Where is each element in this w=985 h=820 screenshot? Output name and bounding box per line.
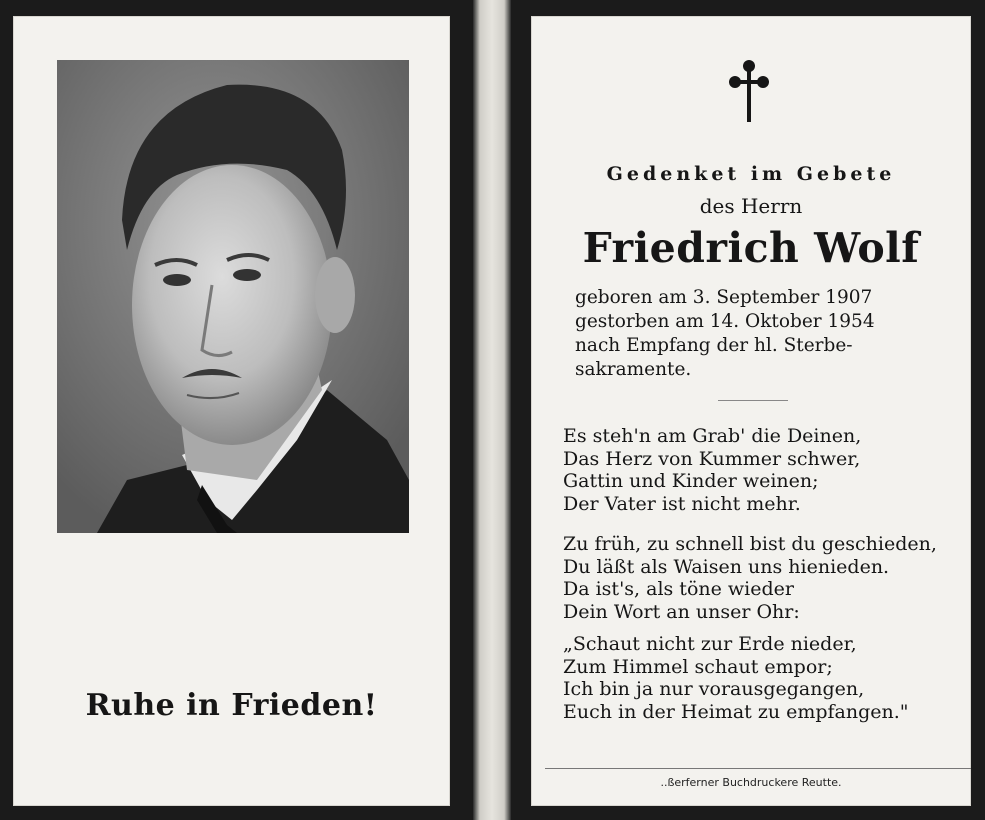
poem-line: Zum Himmel schaut empor; — [563, 655, 833, 678]
poem-line: Das Herz von Kummer schwer, — [563, 447, 861, 470]
right-card-panel — [531, 16, 971, 806]
poem-stanza-1 — [563, 425, 861, 515]
sacraments-line: nach Empfang der hl. Sterbe- — [575, 335, 853, 356]
left-card-panel — [13, 16, 450, 806]
death-date-line: gestorben am 14. Oktober 1954 — [575, 311, 875, 332]
rest-in-peace-motto: Ruhe in Frieden! — [85, 688, 378, 723]
poem-line: Dein Wort an unser Ohr: — [563, 600, 800, 623]
poem-line: Es steh'n am Grab' die Deinen, — [563, 425, 862, 447]
footer-rule — [545, 768, 971, 769]
poem-stanza-3 — [563, 633, 909, 723]
poem-line: Der Vater ist nicht mehr. — [563, 492, 801, 515]
printer-imprint: ..ßerferner Buchdruckere Reutte. — [660, 776, 842, 789]
poem-line: Da ist's, als töne wieder — [563, 578, 794, 600]
trefoil-cross-icon — [727, 58, 771, 124]
life-dates — [575, 286, 925, 382]
poem-stanza-2 — [563, 533, 937, 623]
poem-line: Euch in der Heimat zu empfangen." — [563, 700, 909, 723]
memorial-subheading: des Herrn — [699, 194, 803, 218]
poem-line: „Schaut nicht zur Erde nieder, — [563, 633, 857, 655]
poem-line: Gattin und Kinder weinen; — [563, 470, 819, 492]
birth-date-line: geboren am 3. September 1907 — [575, 287, 873, 308]
poem-line: Zu früh, zu schnell bist du geschieden, — [563, 533, 937, 555]
card-fold-spine — [473, 0, 511, 820]
sacraments-line-2: sakramente. — [575, 359, 692, 380]
portrait-photo — [57, 60, 409, 533]
section-divider — [718, 400, 788, 401]
memorial-heading: Gedenket im Gebete — [606, 163, 896, 185]
deceased-name: Friedrich Wolf — [582, 224, 920, 272]
poem-line: Du läßt als Waisen uns hienieden. — [563, 555, 890, 578]
poem-line: Ich bin ja nur vorausgegangen, — [563, 678, 865, 700]
